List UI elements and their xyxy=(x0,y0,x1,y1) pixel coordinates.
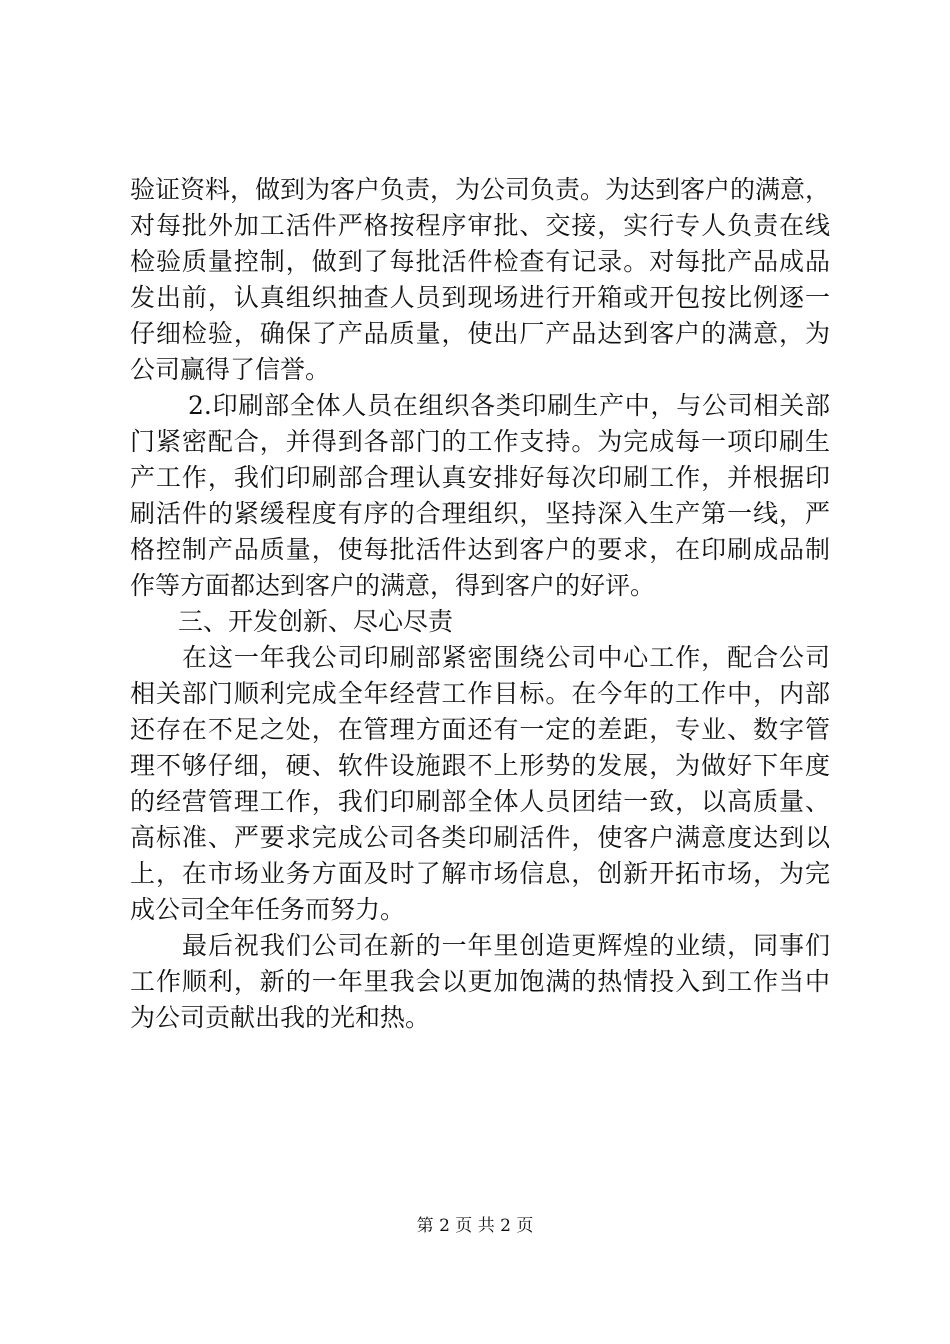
text-line: 的经营管理工作，我们印刷部全体人员团结一致，以高质量、 xyxy=(130,787,830,816)
text-line: 为公司贡献出我的光和热。 xyxy=(130,1003,431,1032)
text-line: 公司赢得了信誉。 xyxy=(130,355,331,384)
section-heading: 三、开发创新、尽心尽责 xyxy=(178,607,454,636)
text-line: 上，在市场业务方面及时了解市场信息，创新开拓市场，为完 xyxy=(130,859,830,888)
text-line: 对每批外加工活件严格按程序审批、交接，实行专人负责在线 xyxy=(130,211,830,240)
text-line: 格控制产品质量，使每批活件达到客户的要求，在印刷成品制 xyxy=(130,535,830,564)
text-line: 工作顺利，新的一年里我会以更加饱满的热情投入到工作当中 xyxy=(130,967,830,996)
text-line: 发出前，认真组织抽查人员到现场进行开箱或开包按比例逐一 xyxy=(130,283,830,312)
text-line: 相关部门顺利完成全年经营工作目标。在今年的工作中，内部 xyxy=(130,679,830,708)
text-line: 理不够仔细，硬、软件设施跟不上形势的发展，为做好下年度 xyxy=(130,751,830,780)
text-line: 门紧密配合，并得到各部门的工作支持。为完成每一项印刷生 xyxy=(130,427,830,456)
paragraph-first-line: 最后祝我们公司在新的一年里创造更辉煌的业绩，同事们 xyxy=(182,931,830,960)
text-line: 刷活件的紧缓程度有序的合理组织，坚持深入生产第一线，严 xyxy=(130,499,830,528)
text-line: 作等方面都达到客户的满意，得到客户的好评。 xyxy=(130,571,656,600)
text-line: 成公司全年任务而努力。 xyxy=(130,895,406,924)
text-line: 仔细检验，确保了产品质量，使出厂产品达到客户的满意，为 xyxy=(130,319,830,348)
text-line: 验证资料，做到为客户负责，为公司负责。为达到客户的满意， xyxy=(130,175,831,204)
text-line: 高标准、严要求完成公司各类印刷活件，使客户满意度达到以 xyxy=(130,823,830,852)
paragraph-first-line: 2.印刷部全体人员在组织各类印刷生产中，与公司相关部 xyxy=(188,391,830,420)
text-line: 检验质量控制，做到了每批活件检查有记录。对每批产品成品 xyxy=(130,247,830,276)
paragraph-first-line: 在这一年我公司印刷部紧密围绕公司中心工作，配合公司 xyxy=(182,643,830,672)
text-line: 还存在不足之处，在管理方面还有一定的差距，专业、数字管 xyxy=(130,715,830,744)
page-number-footer: 第 2 页 共 2 页 xyxy=(416,1216,534,1236)
text-line: 产工作，我们印刷部合理认真安排好每次印刷工作，并根据印 xyxy=(130,463,830,492)
